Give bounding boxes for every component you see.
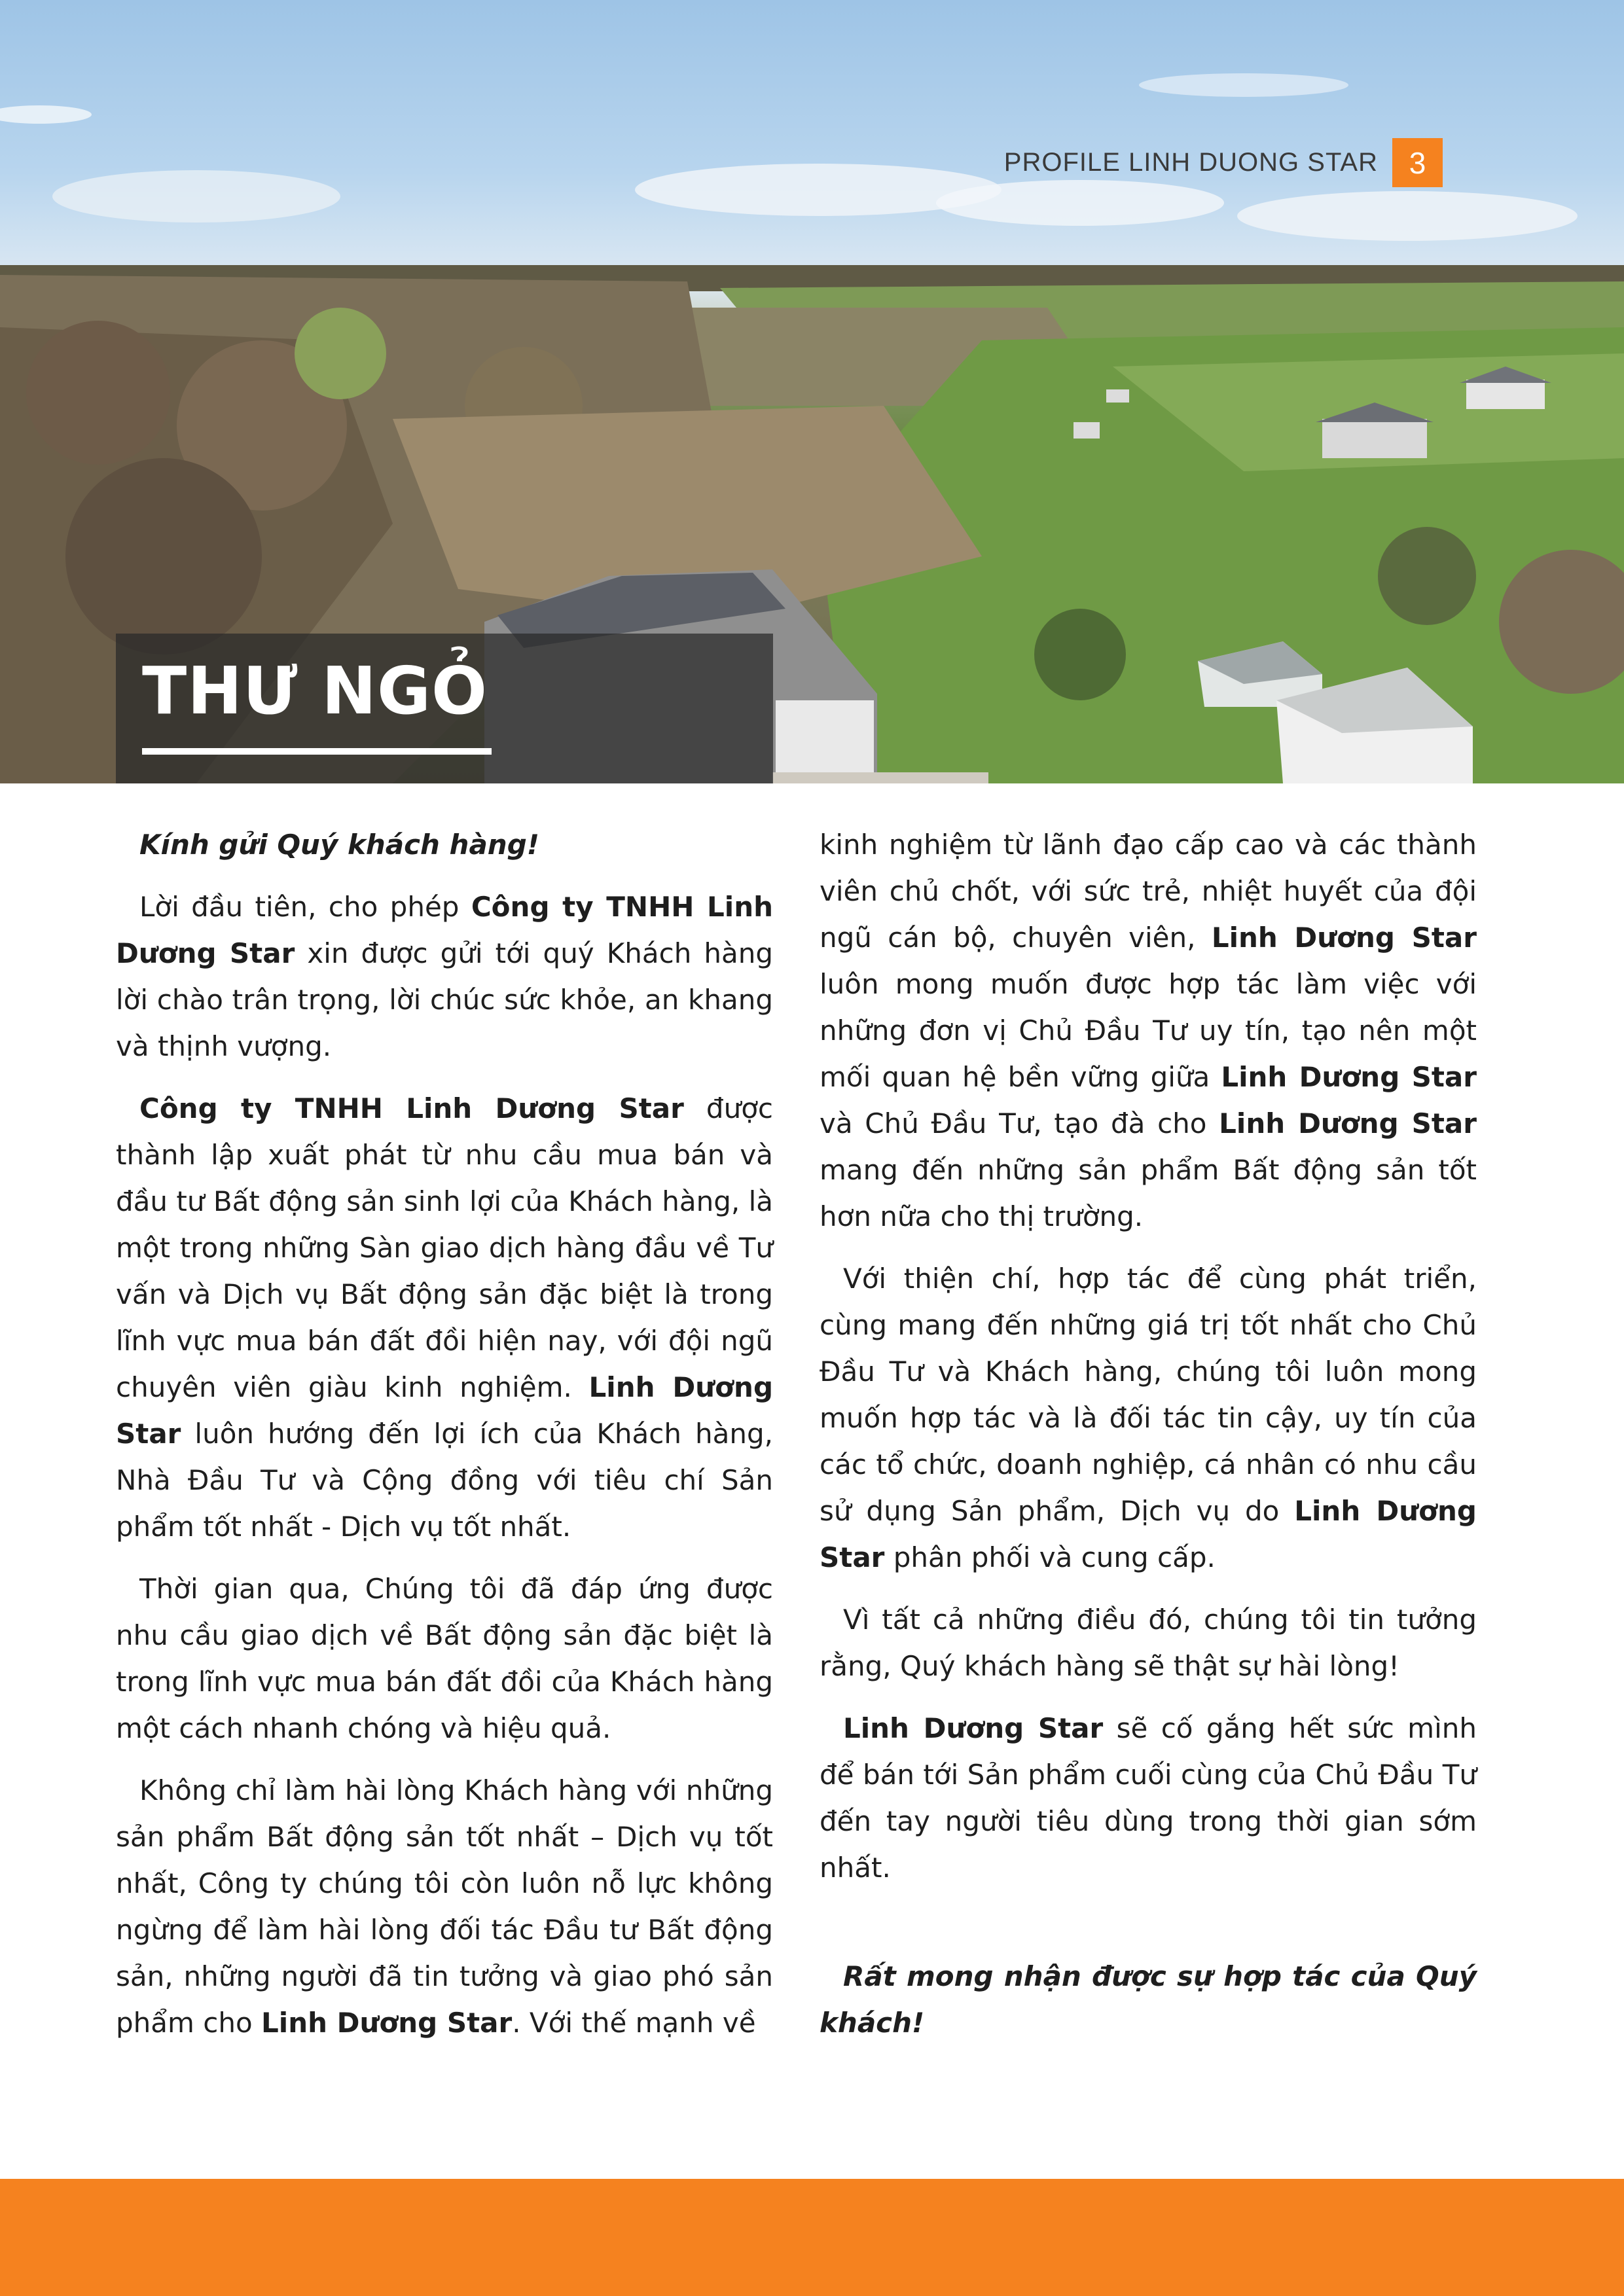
brand-name: Linh Dương Star: [1221, 1061, 1477, 1093]
letter-paragraph-7: [820, 1705, 1477, 1891]
title-underline: [142, 748, 492, 755]
letter-paragraph-3: Thời gian qua, Chúng tôi đã đáp ứng được nhu cầu giao dịch về Bất động sản đặc biệt là trong lĩnh vực mua bán đất đồi của Khách hàng một cách nhanh chóng và hiệu quả.: [116, 1573, 773, 1744]
text-span: . Với thế mạnh về: [512, 2007, 756, 2039]
letter-paragraph-4: [116, 1767, 773, 2046]
text-span: và Chủ Đầu Tư, tạo đà cho: [820, 1107, 1219, 1139]
text-span: Với thiện chí, hợp tác để cùng phát triển, cùng mang đến những giá trị tốt nhất cho Chủ Đầu Tư và Khách hàng, chúng tôi luôn mong muốn hợp tác và là đối tác tin cậy, uy tín của các tổ chức, doanh nghiệp, cá nhân có nhu cầu sử dụng Sản phẩm, Dịch vụ do: [820, 1263, 1477, 1527]
brand-name: Linh Dương Star: [261, 2007, 513, 2039]
letter-column-left: [116, 821, 773, 2062]
letter-closing: Rất mong nhận được sự hợp tác của Quý khách!: [820, 1960, 1477, 2039]
footer-bar: [0, 2179, 1624, 2296]
text-span: Lời đầu tiên, cho phép: [139, 891, 471, 923]
page-header: [1004, 138, 1443, 187]
text-span: xin được gửi tới quý Khách hàng lời chào trân trọng, lời chúc sức khỏe, an khang và thịnh vượng.: [116, 937, 774, 1062]
title-box: [116, 634, 773, 783]
header-label: PROFILE LINH DUONG STAR: [1003, 148, 1378, 177]
text-span: mang đến những sản phẩm Bất động sản tốt hơn nữa cho thị trường.: [820, 1154, 1477, 1232]
text-span: luôn hướng đến lợi ích của Khách hàng, Nhà Đầu Tư và Cộng đồng với tiêu chí Sản phẩm tốt nhất - Dịch vụ tốt nhất.: [116, 1418, 773, 1543]
text-span: phân phối và cung cấp.: [884, 1541, 1216, 1573]
letter-paragraph-5: [820, 1255, 1477, 1581]
text-span: luôn mong muốn được hợp tác làm việc với những đơn vị Chủ Đầu Tư uy tín, tạo nên một mối quan hệ bền vững giữa: [820, 968, 1477, 1093]
letter-paragraph-4-continued: [820, 821, 1477, 1240]
hero-banner: [0, 0, 1624, 783]
brand-name: Linh Dương Star: [1219, 1107, 1477, 1139]
page-title: THƯ NGỎ: [142, 653, 488, 729]
text-span: Không chỉ làm hài lòng Khách hàng với những sản phẩm Bất động sản tốt nhất – Dịch vụ tốt nhất, Công ty chúng tôi còn luôn nỗ lực không ngừng để làm hài lòng đối tác Đầu tư Bất động sản, những người đã tin tưởng và giao phó sản phẩm cho: [116, 1774, 773, 2039]
company-name: Công ty TNHH Linh Dương Star: [139, 1092, 684, 1124]
text-span: sẽ cố gắng hết sức mình để bán tới Sản phẩm cuối cùng của Chủ Đầu Tư đến tay người tiêu dùng trong thời gian sớm nhất.: [820, 1712, 1477, 1884]
page-number-badge: 3: [1392, 138, 1443, 187]
letter-greeting: Kính gửi Quý khách hàng!: [139, 829, 539, 861]
brand-name: Linh Dương Star: [820, 1495, 1477, 1573]
letter-paragraph-1: [116, 884, 773, 1069]
letter-paragraph-2: [116, 1085, 773, 1550]
brand-name: Linh Dương Star: [1211, 922, 1477, 954]
letter-paragraph-6: Vì tất cả những điều đó, chúng tôi tin tưởng rằng, Quý khách hàng sẽ thật sự hài lòng!: [820, 1604, 1477, 1682]
text-span: được thành lập xuất phát từ nhu cầu mua bán và đầu tư Bất động sản sinh lợi của Khách hàng, là một trong những Sàn giao dịch hàng đầu về Tư vấn và Dịch vụ Bất động sản đặc biệt là trong lĩnh vực mua bán đất đồi hiện nay, với đội ngũ chuyên viên giàu kinh nghiệm.: [116, 1092, 774, 1403]
brand-name: Linh Dương Star: [843, 1712, 1104, 1744]
brand-name: Linh Dương Star: [116, 1371, 774, 1450]
company-name: Công ty TNHH Linh Dương Star: [116, 891, 773, 969]
letter-column-right: [820, 821, 1477, 2062]
text-span: kinh nghiệm từ lãnh đạo cấp cao và các thành viên chủ chốt, với sức trẻ, nhiệt huyết của đội ngũ cán bộ, chuyên viên,: [820, 829, 1477, 954]
